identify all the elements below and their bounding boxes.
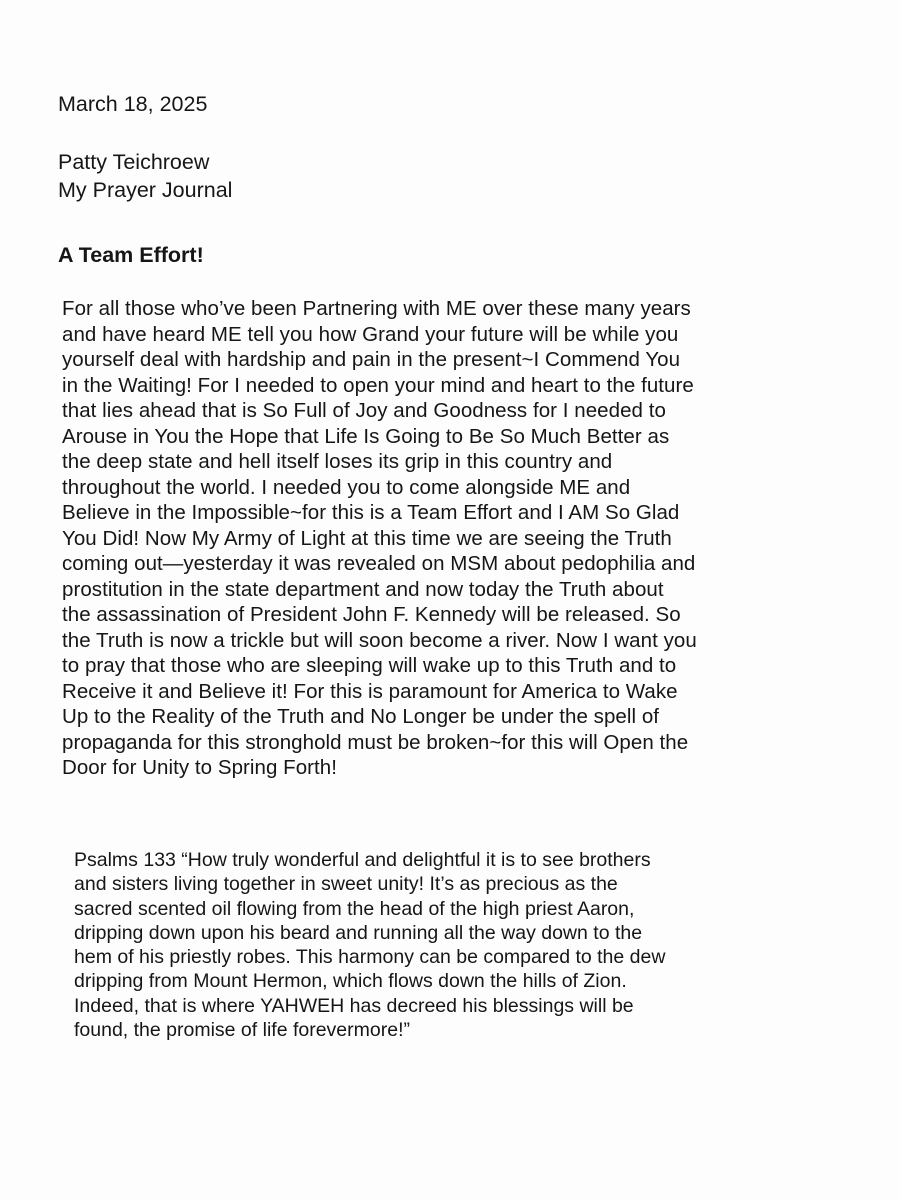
body-line: Receive it and Believe it! For this is paramount for America to Wake — [62, 679, 678, 703]
body-line: prostitution in the state department and now today the Truth about — [62, 577, 664, 601]
scripture-line: Indeed, that is where YAHWEH has decreed his blessings will be — [74, 994, 634, 1017]
body-line: to pray that those who are sleeping will wake up to this Truth and to — [62, 654, 677, 677]
body-line: the deep state and hell itself loses its grip in this country and — [62, 450, 613, 473]
body-line: Believe in the Impossible~for this is a Team Effort and I AM So Glad — [62, 501, 680, 524]
scripture-quote — [74, 848, 854, 1042]
body-line: Door for Unity to Spring Forth! — [62, 756, 337, 779]
scripture-line: Psalms 133 “How truly wonderful and delightful it is to see brothers — [74, 849, 651, 871]
scripture-line: and sisters living together in sweet unity! It’s as precious as the — [74, 873, 618, 896]
author-block — [58, 148, 232, 204]
body-line: the Truth is now a trickle but will soon become a river. Now I want you — [62, 628, 697, 652]
entry-date: March 18, 2025 — [58, 92, 208, 116]
body-line: You Did! Now My Army of Light at this time we are seeing the Truth — [62, 526, 672, 550]
body-line: throughout the world. I needed you to come alongside ME and — [62, 475, 631, 499]
scripture-line: dripping down upon his beard and running all the way down to the — [74, 921, 643, 944]
entry-title: A Team Effort! — [58, 243, 204, 267]
body-line: Arouse in You the Hope that Life Is Going to Be So Much Better as — [62, 424, 670, 448]
body-line: in the Waiting! For I needed to open your mind and heart to the future — [62, 373, 694, 397]
scripture-line: sacred scented oil flowing from the head of the high priest Aaron, — [74, 897, 635, 920]
scripture-line: dripping from Mount Hermon, which flows down the hills of Zion. — [74, 970, 627, 993]
body-line: yourself deal with hardship and pain in the present~I Commend You — [62, 348, 681, 371]
body-line: that lies ahead that is So Full of Joy and Goodness for I needed to — [62, 399, 666, 422]
author-name: Patty Teichroew — [58, 150, 210, 174]
body-line: coming out—yesterday it was revealed on MSM about pedophilia and — [62, 552, 696, 575]
body-line: For all those who’ve been Partnering with ME over these many years — [62, 297, 691, 320]
entry-body — [62, 296, 862, 781]
body-line: propaganda for this stronghold must be broken~for this will Open the — [62, 730, 689, 754]
body-line: Up to the Reality of the Truth and No Longer be under the spell of — [62, 705, 660, 728]
scripture-line: hem of his priestly robes. This harmony can be compared to the dew — [74, 946, 666, 969]
scripture-line: found, the promise of life forevermore!” — [74, 1019, 410, 1042]
journal-name: My Prayer Journal — [58, 178, 233, 202]
body-line: the assassination of President John F. Kennedy will be released. So — [62, 603, 681, 626]
body-line: and have heard ME tell you how Grand your future will be while you — [62, 322, 679, 346]
